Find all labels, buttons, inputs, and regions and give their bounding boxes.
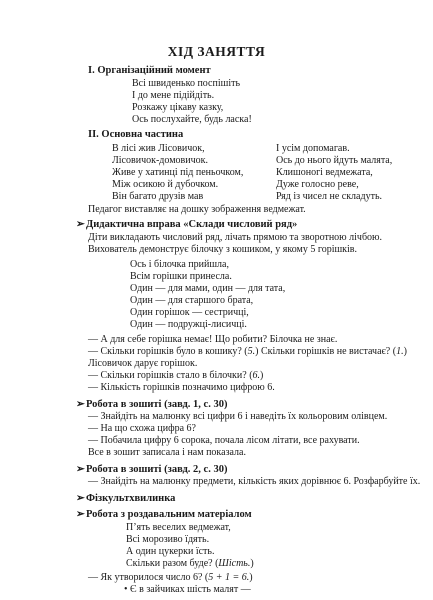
work-line: Все в зошит записала і нам показала. bbox=[88, 447, 246, 458]
exercise-heading-text: Дидактична вправа «Склади числовий ряд» bbox=[86, 219, 298, 230]
dialog-line bbox=[88, 346, 407, 358]
answer-text: 5 + 1 = 6. bbox=[208, 572, 250, 583]
poem-line: Ось і білочка прийшла, bbox=[130, 259, 229, 270]
poem-right-line: Клишоногі ведмежата, bbox=[276, 167, 373, 178]
poem-line bbox=[126, 558, 254, 570]
workbook-heading-text: Робота в зошиті (завд. 1, с. 30) bbox=[86, 399, 228, 410]
poem-left-line: Між осикою й дубочком. bbox=[112, 179, 219, 190]
exercise-line: Діти викладають числовий ряд, лічать прямою та зворотною лічбою. bbox=[88, 232, 383, 243]
poem-left-line: Живе у хатинці під пеньочком, bbox=[112, 167, 244, 178]
answer-text: 1. bbox=[396, 346, 404, 357]
poem-line: Розкажу цікаву казку, bbox=[132, 102, 224, 113]
dialog-line: — А для себе горішка немає! Що робити? Білочка не знає. bbox=[88, 334, 338, 345]
poem-left-line: Лісовичок-домовичок. bbox=[112, 155, 208, 166]
poem-text: ) bbox=[250, 558, 254, 569]
sub-text: Є в зайчиках шість малят — bbox=[130, 584, 251, 595]
bullet-icon: ➢ bbox=[76, 509, 85, 520]
page-title: ХІД ЗАНЯТТЯ bbox=[167, 44, 266, 59]
answer-text: 6. bbox=[252, 370, 261, 381]
poem-right-line: І усім допомагав. bbox=[276, 143, 350, 154]
dialog-text: ) bbox=[260, 370, 264, 381]
poem-line: А один цукерки їсть. bbox=[126, 546, 215, 557]
section-heading-organizational: І. Організаційний момент bbox=[88, 65, 211, 76]
handout-heading bbox=[76, 508, 252, 521]
poem-line: Всім горішки принесла. bbox=[130, 271, 232, 282]
bullet-icon: ➢ bbox=[76, 219, 85, 230]
dialog-text: ) Скільки горішків не вистачає? ( bbox=[255, 346, 397, 357]
bullet-icon: ➢ bbox=[76, 493, 85, 504]
work-line: — Знайдіть на малюнку всі цифри 6 і наведіть їх кольоровим олівцем. bbox=[88, 411, 388, 422]
poem-line: Один — для старшого брата, bbox=[130, 295, 254, 306]
question-line bbox=[88, 572, 253, 584]
poem-line: П’ять веселих ведмежат, bbox=[126, 522, 231, 533]
poem-line: Один — подружці-лисичці. bbox=[130, 319, 247, 330]
poem-line: Ось послухайте, будь ласка! bbox=[132, 114, 252, 125]
dialog-text: — Скільки горішків було в кошику? ( bbox=[88, 346, 248, 357]
question-text: — Як утворилося число 6? ( bbox=[88, 572, 209, 583]
teacher-note: Педагог виставляє на дошку зображення ведмежат. bbox=[88, 204, 306, 215]
answer-text: Шість. bbox=[218, 558, 251, 569]
dialog-text: — Скільки горішків стало в білочки? ( bbox=[88, 370, 253, 381]
bullet-icon: ➢ bbox=[76, 399, 85, 410]
poem-left-line: Він багато друзів мав bbox=[112, 191, 204, 202]
poem-right-line: Ось до нього йдуть малята, bbox=[276, 155, 393, 166]
dialog-text: ) bbox=[403, 346, 407, 357]
poem-line: Один — для мами, один — для тата, bbox=[130, 283, 286, 294]
workbook-heading-text: Робота в зошиті (завд. 2, с. 30) bbox=[86, 464, 228, 475]
phys-heading bbox=[76, 492, 175, 505]
poem-right-line: Ряд із чисел не складуть. bbox=[276, 191, 383, 202]
poem-right-line: Дуже голосно реве, bbox=[276, 179, 359, 190]
poem-left-line: В лісі жив Лісовичок, bbox=[112, 143, 205, 154]
poem-line: І до мене підійдіть. bbox=[132, 90, 215, 101]
answer-text: 5. bbox=[247, 346, 256, 357]
poem-line: Всі морозиво їдять. bbox=[126, 534, 210, 545]
question-text: ) bbox=[249, 572, 253, 583]
sub-line bbox=[124, 584, 251, 596]
poem-line: Всі швиденько поспішіть bbox=[132, 78, 241, 89]
dialog-line bbox=[88, 370, 263, 382]
workbook-heading-2 bbox=[76, 463, 227, 476]
workbook-heading-1 bbox=[76, 398, 227, 411]
work-line: — На що схожа цифра 6? bbox=[88, 423, 196, 434]
bullet-dot-icon: • bbox=[124, 584, 131, 595]
handout-heading-text: Робота з роздавальним матеріалом bbox=[86, 509, 252, 520]
exercise-line: Вихователь демонструє білочку з кошиком, у якому 5 горішків. bbox=[88, 244, 358, 255]
work-line: — Побачила цифру 6 сорока, почала лісом літати, все рахувати. bbox=[88, 435, 360, 446]
exercise-heading bbox=[76, 218, 297, 231]
work-line: — Знайдіть на малюнку предмети, кількість яких дорівнює 6. Розфарбуйте їх. bbox=[88, 476, 421, 487]
dialog-line: — Кількість горішків позначимо цифрою 6. bbox=[88, 382, 275, 393]
bullet-icon: ➢ bbox=[76, 464, 85, 475]
dialog-line: Лісовичок дарує горішок. bbox=[88, 358, 198, 369]
phys-heading-text: Фізкультхвилинка bbox=[86, 493, 176, 504]
poem-line: Один горішок — сестричці, bbox=[130, 307, 249, 318]
section-heading-main: ІІ. Основна частина bbox=[88, 129, 184, 140]
poem-text: Скільки разом буде? ( bbox=[126, 558, 219, 569]
